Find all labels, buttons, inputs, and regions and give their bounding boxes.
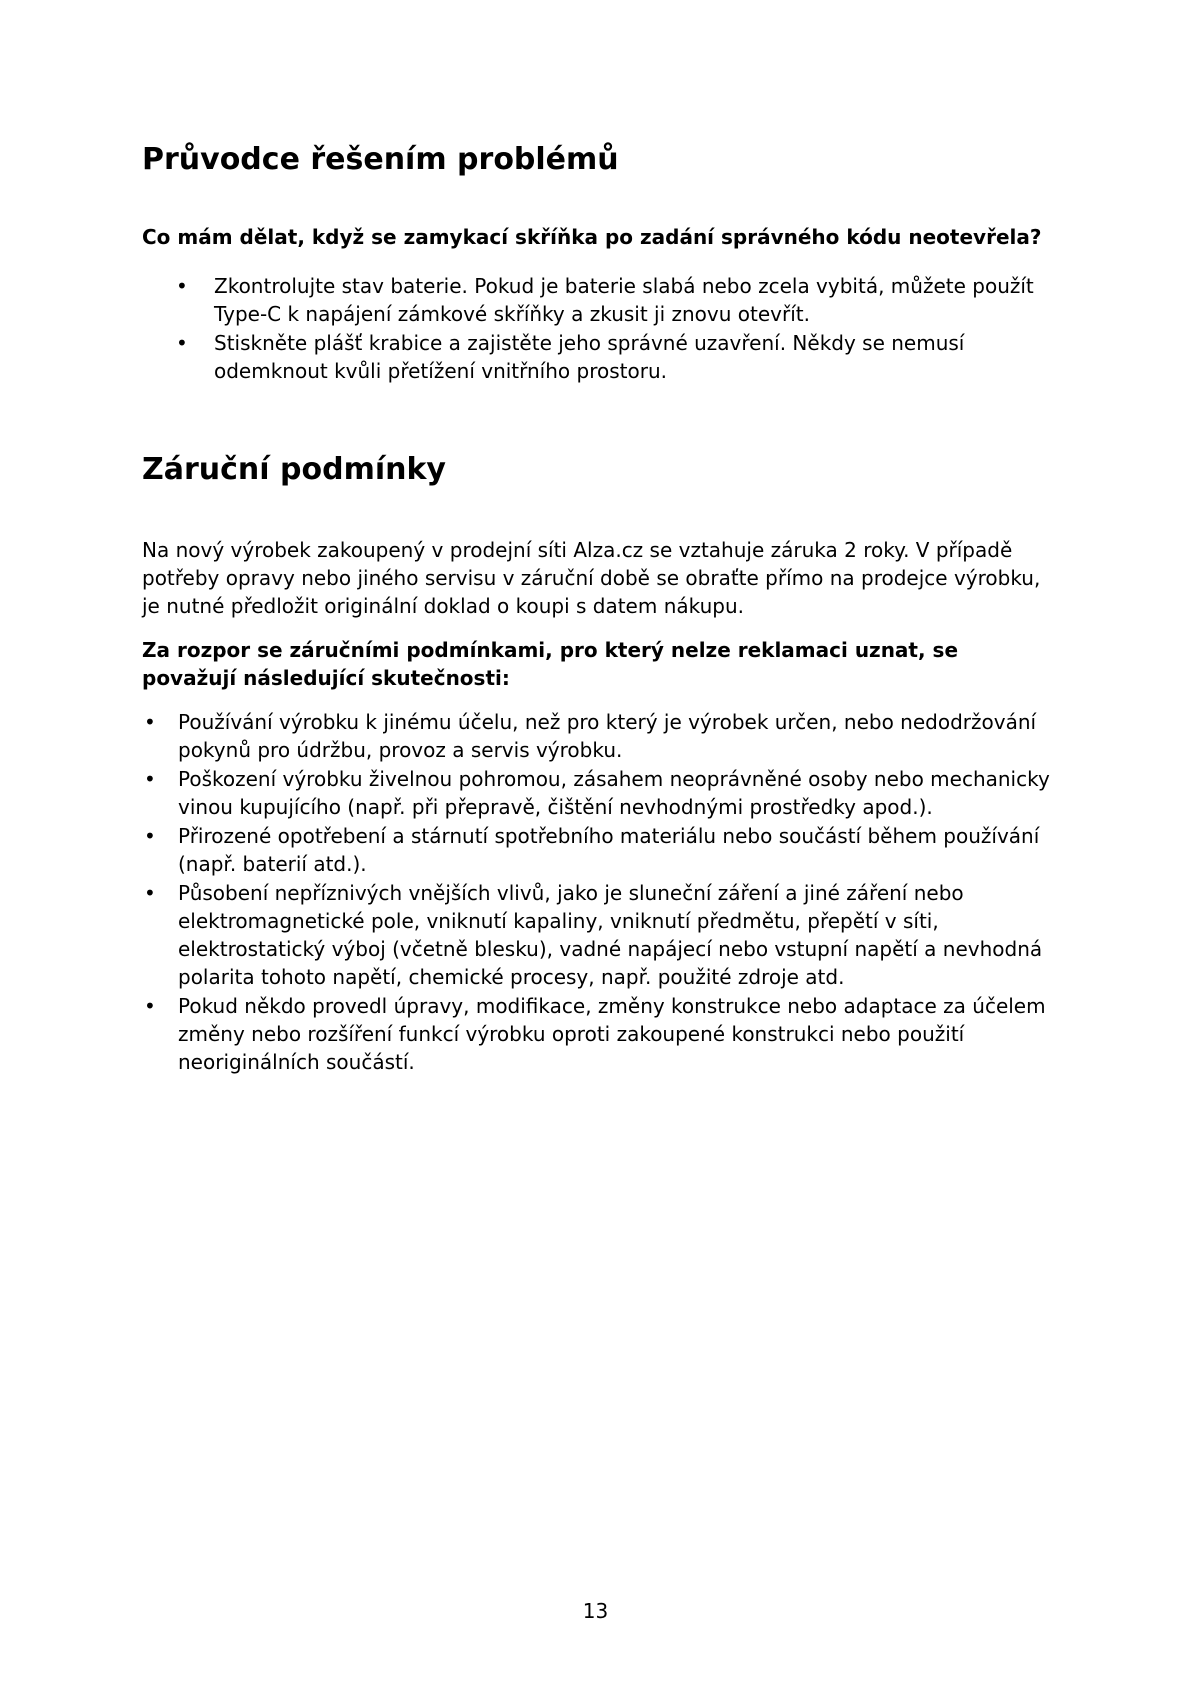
warranty-intro-line: potřeby opravy nebo jiného servisu v záruční době se obraťte přímo na prodejce výrobku, (142, 566, 1041, 590)
list-item (142, 822, 1082, 878)
list-item-line: elektromagnetické pole, vniknutí kapaliny, vniknutí předmětu, přepětí v síti, (178, 909, 939, 933)
list-item (178, 329, 1058, 385)
troubleshooting-question: Co mám dělat, když se zamykací skříňka po zadání správného kódu neotevřela? (142, 225, 1042, 249)
troubleshooting-list (178, 272, 1058, 386)
list-item-line: Poškození výrobku živelnou pohromou, zásahem neoprávněné osoby nebo mechanicky (178, 767, 1050, 791)
bullet-icon: • (144, 710, 156, 734)
list-item-line: polarita tohoto napětí, chemické procesy, např. použité zdroje atd. (178, 965, 845, 989)
list-item-line: pokynů pro údržbu, provoz a servis výrobku. (178, 738, 623, 762)
list-item-line: Stiskněte plášť krabice a zajistěte jeho správné uzavření. Někdy se nemusí (214, 331, 965, 355)
list-item (178, 272, 1058, 328)
list-item-line: Type-C k napájení zámkové skříňky a zkusit ji znovu otevřít. (214, 302, 810, 326)
warranty-title: Záruční podmínky (142, 452, 446, 487)
bullet-icon: • (144, 767, 156, 791)
list-item-line: Pokud někdo provedl úpravy, modifikace, změny konstrukce nebo adaptace za účelem (178, 994, 1046, 1018)
warranty-intro-line: je nutné předložit originální doklad o koupi s datem nákupu. (142, 594, 745, 618)
list-item-line: Přirozené opotřebení a stárnutí spotřebního materiálu nebo součástí během používání (178, 824, 1040, 848)
exclusions-heading-line: Za rozpor se záručními podmínkami, pro který nelze reklamaci uznat, se (142, 638, 959, 662)
exclusions-heading (142, 636, 958, 692)
list-item-line: Působení nepříznivých vnějších vlivů, jako je sluneční záření a jiné záření nebo (178, 881, 964, 905)
list-item-line: vinou kupujícího (např. při přepravě, čištění nevhodnými prostředky apod.). (178, 795, 933, 819)
list-item (142, 992, 1082, 1076)
page-number: 13 (582, 1599, 609, 1623)
exclusions-heading-line: považují následující skutečnosti: (142, 666, 510, 690)
list-item (142, 765, 1082, 821)
list-item-line: elektrostatický výboj (včetně blesku), vadné napájecí nebo vstupní napětí a nevhodná (178, 937, 1043, 961)
warranty-intro (142, 536, 1062, 620)
list-item-line: změny nebo rozšíření funkcí výrobku oproti zakoupené konstrukci nebo použití (178, 1022, 965, 1046)
bullet-icon: • (176, 331, 188, 355)
list-item-line: odemknout kvůli přetížení vnitřního prostoru. (214, 359, 667, 383)
list-item-line: Používání výrobku k jinému účelu, než pro který je výrobek určen, nebo nedodržování (178, 710, 1037, 734)
list-item (142, 879, 1082, 991)
bullet-icon: • (144, 824, 156, 848)
list-item-line: neoriginálních součástí. (178, 1050, 415, 1074)
bullet-icon: • (144, 881, 156, 905)
troubleshooting-title: Průvodce řešením problémů (142, 142, 619, 177)
list-item-line: Zkontrolujte stav baterie. Pokud je baterie slabá nebo zcela vybitá, můžete použít (214, 274, 1034, 298)
bullet-icon: • (176, 274, 188, 298)
list-item (142, 708, 1082, 764)
exclusions-list (142, 708, 1082, 1077)
list-item-line: (např. baterií atd.). (178, 852, 367, 876)
bullet-icon: • (144, 994, 156, 1018)
warranty-intro-line: Na nový výrobek zakoupený v prodejní síti Alza.cz se vztahuje záruka 2 roky. V případě (142, 538, 1013, 562)
